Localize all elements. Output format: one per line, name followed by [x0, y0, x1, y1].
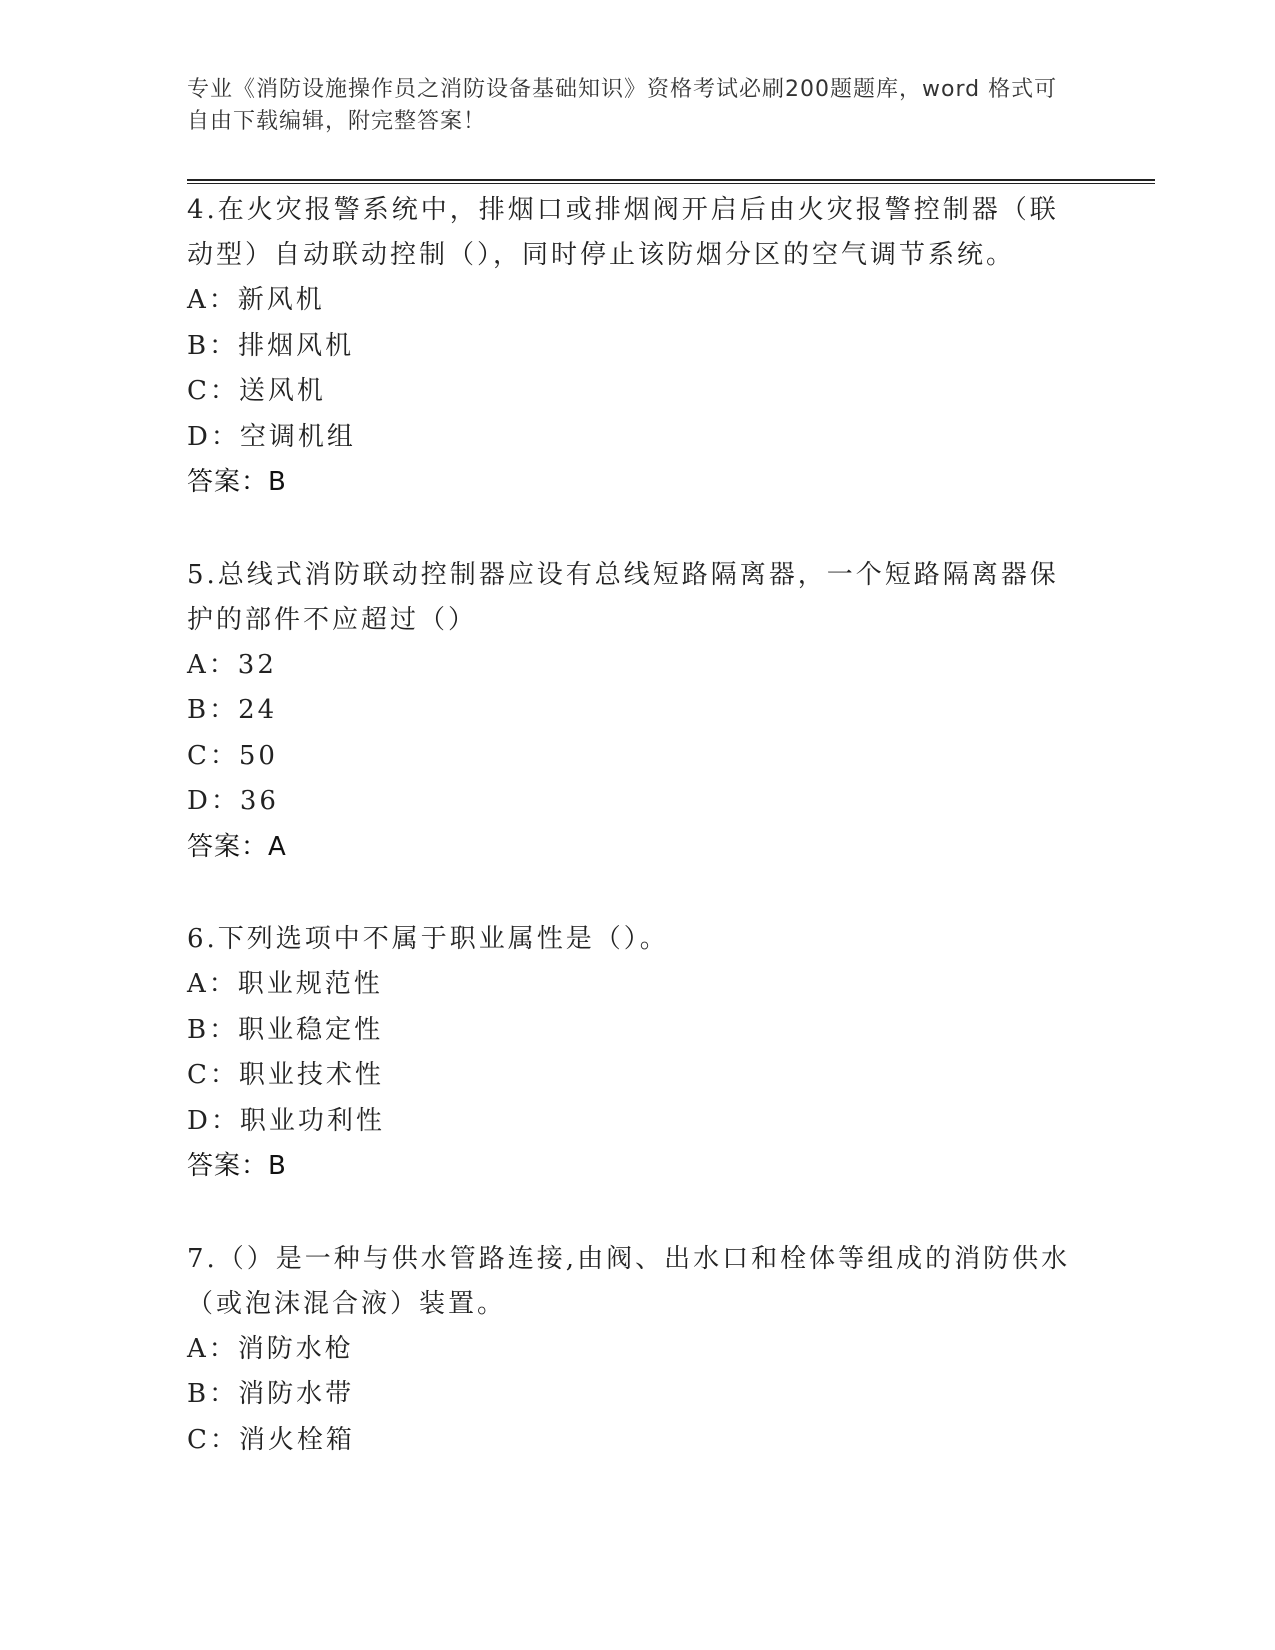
question-list [187, 188, 1087, 1510]
question-text: 5.总线式消防联动控制器应设有总线短路隔离器，一个短路隔离器保护的部件不应超过（） [187, 559, 1059, 635]
option-b: B：职业稳定性 [187, 1014, 384, 1045]
document-title: 专业《消防设施操作员之消防设备基础知识》资格考试必刷200题题库，word 格式可自由下载编辑，附完整答案！ [187, 77, 1058, 134]
question-text: 4.在火灾报警系统中，排烟口或排烟阀开启后由火灾报警控制器（联动型）自动联动控制（），同时停止该防烟分区的空气调节系统。 [187, 195, 1059, 270]
option-b: B：24 [187, 695, 278, 725]
question-text: 6.下列选项中不属于职业属性是（）。 [187, 924, 669, 954]
question-4 [187, 188, 1087, 506]
option-c: C：职业技术性 [187, 1060, 384, 1090]
option-a: A：消防水枪 [187, 1333, 354, 1364]
question-6 [187, 917, 1087, 1190]
option-d: D：36 [187, 786, 279, 816]
option-a: A：32 [187, 649, 277, 680]
option-c: C：消火栓箱 [187, 1424, 355, 1455]
question-7 [187, 1237, 1087, 1464]
option-b: B：排烟风机 [187, 330, 355, 361]
answer: 答案：A [187, 831, 287, 862]
option-a: A：职业规范性 [187, 969, 383, 999]
option-b: B：消防水带 [187, 1379, 355, 1409]
title-rule-thick [187, 179, 1155, 181]
option-c: C：50 [187, 740, 278, 771]
answer: 答案：B [187, 1151, 287, 1181]
option-d: D：职业功利性 [187, 1105, 385, 1136]
option-a: A：新风机 [187, 285, 325, 315]
title-rule-thin [187, 183, 1155, 184]
question-5 [187, 553, 1087, 871]
option-c: C：送风机 [187, 376, 326, 406]
answer: 答案：B [187, 467, 287, 497]
question-text: 7.（）是一种与供水管路连接,由阀、出水口和栓体等组成的消防供水（或泡沫混合液）装置。 [187, 1243, 1071, 1319]
option-d: D：空调机组 [187, 421, 356, 452]
